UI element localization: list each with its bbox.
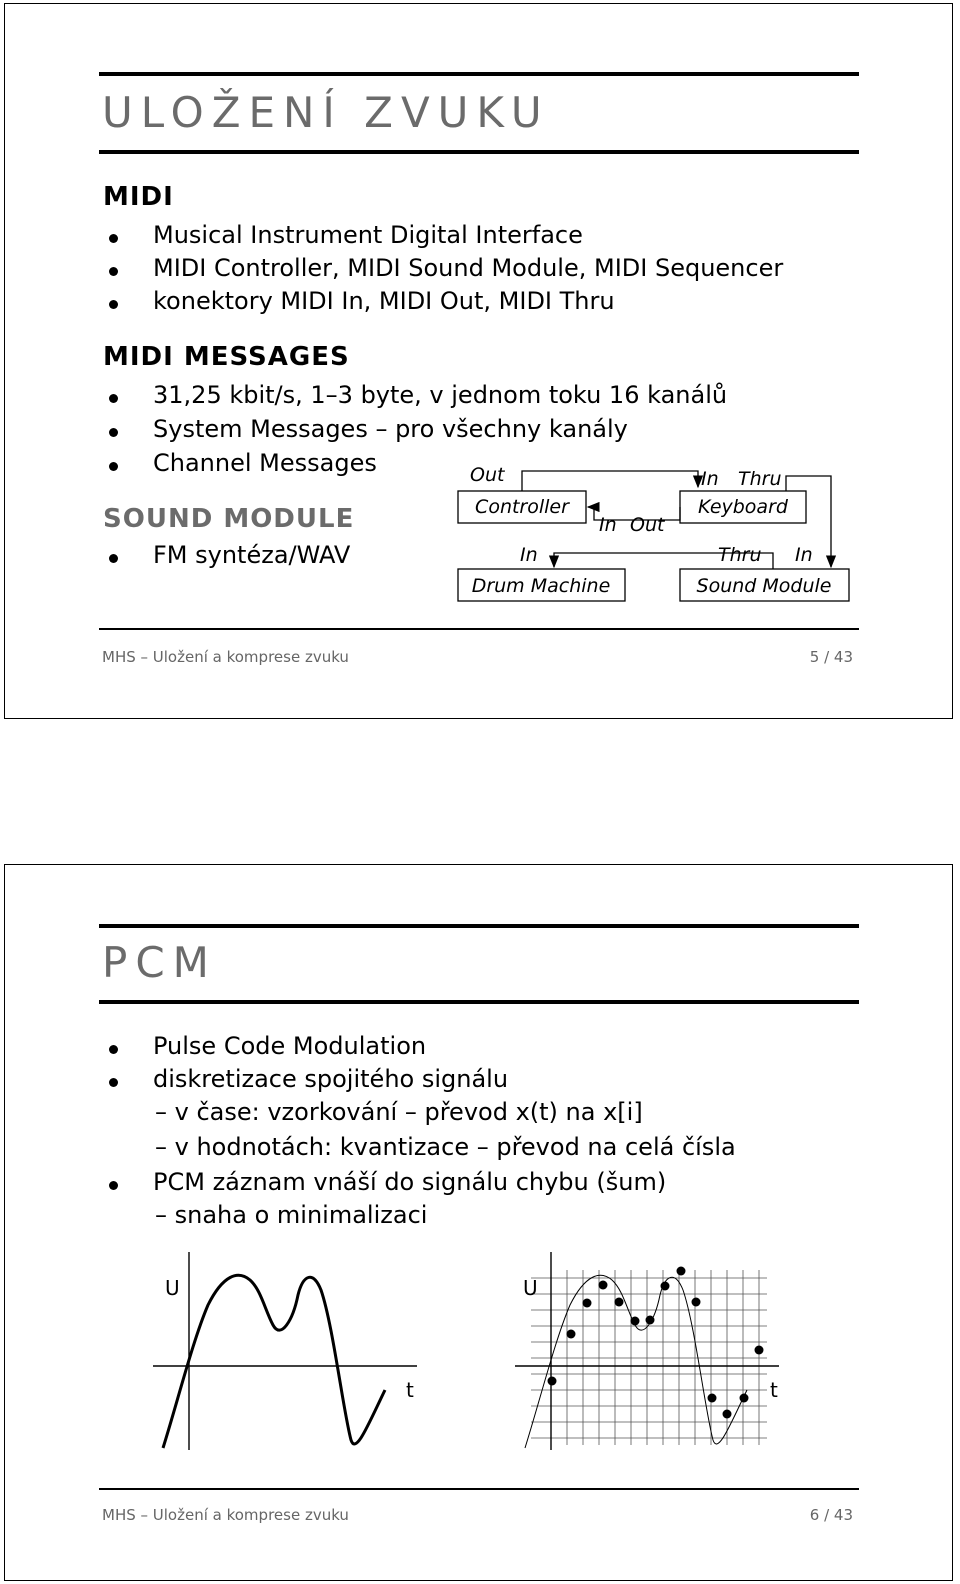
list-item: 31,25 kbit/s, 1–3 byte, v jednom toku 16 kanálů [153, 381, 728, 409]
controller-label: Controller [475, 496, 569, 518]
drum-machine-label: Drum Machine [471, 575, 611, 597]
heading-midi-messages: MIDI MESSAGES [103, 342, 350, 372]
top-rule [99, 924, 859, 928]
connection-controller-keyboard [522, 471, 698, 491]
port-drum-in: In [520, 544, 538, 566]
sub-item: – v čase: vzorkování – převod x(t) na x[i] [155, 1098, 643, 1126]
list-item: Channel Messages [153, 449, 377, 477]
title-rule [99, 1000, 859, 1004]
port-sound-thru: Thru [718, 544, 762, 566]
slide-title: ULOŽENÍ ZVUKU [102, 88, 550, 137]
heading-midi: MIDI [103, 182, 174, 212]
list-item: konektory MIDI In, MIDI Out, MIDI Thru [153, 287, 615, 315]
bullet [109, 1078, 118, 1087]
footer-rule [99, 1488, 859, 1490]
list-item: Musical Instrument Digital Interface [153, 221, 583, 249]
keyboard-label: Keyboard [698, 496, 788, 518]
sample-point [599, 1281, 608, 1290]
sample-point [692, 1298, 701, 1307]
list-item: MIDI Controller, MIDI Sound Module, MIDI Sequencer [153, 254, 784, 282]
sample-point [615, 1298, 624, 1307]
slide-title: PCM [102, 938, 217, 987]
sub-item: – v hodnotách: kvantizace – převod na celá čísla [155, 1133, 736, 1161]
port-sound-in: In [795, 544, 813, 566]
sample-point [723, 1410, 732, 1419]
list-item: diskretizace spojitého signálu [153, 1065, 509, 1093]
sample-point [677, 1267, 686, 1276]
sampled-signal-plot [515, 1250, 805, 1450]
x-axis-label: t [406, 1378, 414, 1402]
sub-item: – snaha o minimalizaci [155, 1201, 428, 1229]
heading-sound-module: SOUND MODULE [103, 504, 355, 534]
analog-signal-curve [163, 1275, 385, 1448]
sample-point [740, 1394, 749, 1403]
y-axis-label: U [523, 1276, 538, 1300]
page-number: 6 / 43 [809, 1506, 853, 1524]
port-keyboard-thru: Thru [738, 468, 782, 490]
list-item: FM syntéza/WAV [153, 541, 351, 569]
port-keyboard-in-2: In [599, 514, 617, 536]
sample-point [755, 1346, 764, 1355]
list-item: System Messages – pro všechny kanály [153, 415, 628, 443]
port-controller-out: Out [470, 464, 505, 486]
list-item: PCM záznam vnáší do signálu chybu (šum) [153, 1168, 667, 1196]
quantization-grid [531, 1270, 767, 1445]
sample-point [631, 1317, 640, 1326]
bullet [109, 1181, 118, 1190]
list-item: Pulse Code Modulation [153, 1032, 427, 1060]
sample-point [548, 1377, 557, 1386]
midi-diagram [5, 4, 952, 718]
sample-point [583, 1299, 592, 1308]
bullet [109, 1045, 118, 1054]
port-keyboard-out: Out [630, 514, 665, 536]
page-number: 5 / 43 [809, 648, 853, 666]
footer-rule [99, 628, 859, 630]
slide-5 [4, 3, 953, 719]
sample-point [567, 1330, 576, 1339]
sound-module-label: Sound Module [696, 575, 832, 597]
sample-point [661, 1282, 670, 1291]
x-axis-label: t [770, 1378, 778, 1402]
footer-text: MHS – Uložení a komprese zvuku [102, 648, 349, 666]
footer-text: MHS – Uložení a komprese zvuku [102, 1506, 349, 1524]
analog-signal-plot [153, 1250, 443, 1450]
port-keyboard-in: In [701, 468, 719, 490]
sample-point [646, 1316, 655, 1325]
sample-point [708, 1394, 717, 1403]
slide-6 [4, 864, 953, 1581]
y-axis-label: U [165, 1276, 180, 1300]
